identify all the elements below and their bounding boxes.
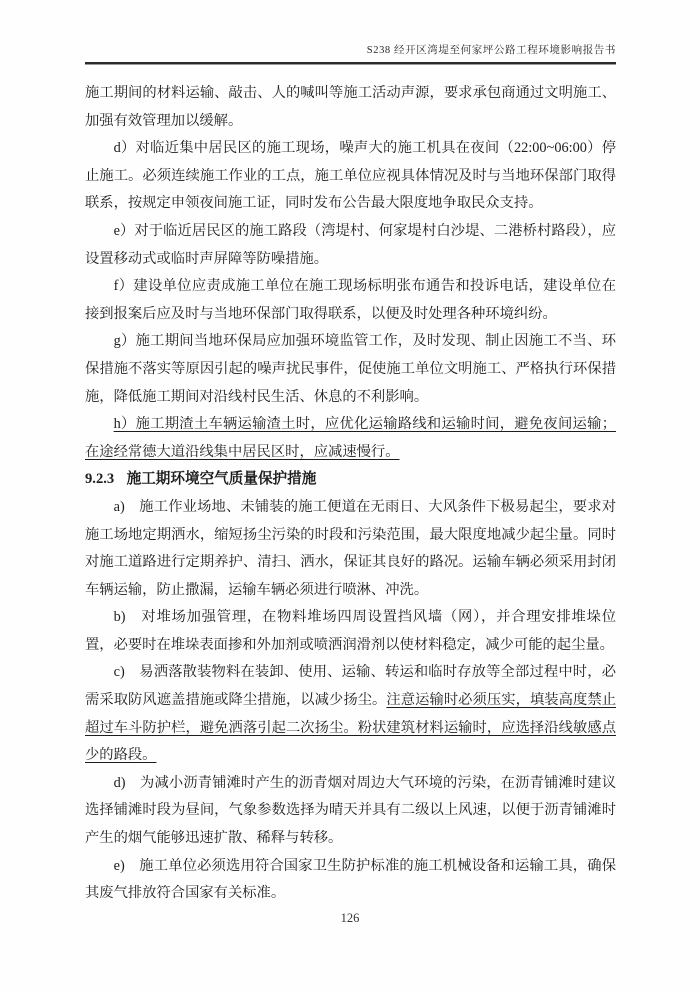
header-rule xyxy=(85,62,616,65)
paragraph-text: a) 施工作业场地、未铺装的施工便道在无雨日、大风条件下极易起尘，要求对施工场地定期洒水，缩短扬尘污染的时段和污染范围，最大限度地减少起尘量。同时对施工道路进行定期养护、清扫、洒水，保证其良好的路况。运输车辆必须采用封闭车辆运输，防止撒漏，运输车辆必须进行喷淋、冲洗。 xyxy=(85,498,616,598)
paragraph-air-item-b xyxy=(85,604,616,659)
page-number: 126 xyxy=(340,911,360,925)
running-header-title: S238 经开区湾堤至何家坪公路工程环境影响报告书 xyxy=(366,45,616,56)
section-number: 9.2.3 xyxy=(85,471,115,488)
paragraph-noise-item-h-underlined xyxy=(85,411,616,466)
paragraph-air-item-a xyxy=(85,494,616,604)
paragraph-text: c) 易洒落散装物料在装卸、使用、运输、转运和临时存放等全部过程中时，必需采取防风遮盖措施或降尘措施，以减少扬尘。 xyxy=(85,664,616,709)
paragraph-noise-item-f xyxy=(85,273,616,328)
page-header xyxy=(85,44,616,65)
paragraph-air-item-d xyxy=(85,770,616,853)
paragraph-air-item-c xyxy=(85,659,616,769)
section-heading-9-2-3 xyxy=(85,466,616,494)
page-footer xyxy=(0,911,700,926)
paragraph-text: d）对临近集中居民区的施工现场，噪声大的施工机具在夜间（22:00~06:00）停止施工。必须连续施工作业的工点，施工单位应视具体情况及时与当地环保部门取得联系，按规定申领夜间施工证，同时发布公告最大限度地争取民众支持。 xyxy=(85,140,616,212)
paragraph-text: d) 为减小沥青铺滩时产生的沥青烟对周边大气环境的污染，在沥青铺滩时建议选择铺滩时段为昼间，气象参数选择为晴天并具有二级以上风速，以便于沥青铺滩时产生的烟气能够迅速扩散、稀释与转移。 xyxy=(85,774,616,847)
paragraph-text: f）建设单位应责成施工单位在施工现场标明张布通告和投诉电话，建设单位在接到报案后应及时与当地环保部门取得联系，以便及时处理各种环境纠纷。 xyxy=(85,278,616,322)
paragraph-text: g）施工期间当地环保局应加强环境监管工作，及时发现、制止因施工不当、环保措施不落实等原因引起的噪声扰民事件，促使施工单位文明施工、严格执行环保措施，降低施工期间对沿线村民生活、休息的不利影响。 xyxy=(85,333,616,405)
paragraph-text-underlined: h）施工期渣土车辆运输渣土时，应优化运输路线和运输时间，避免夜间运输；在途经常德大道沿线集中居民区时，应减速慢行。 xyxy=(85,416,616,460)
paragraph-noise-intro-continuation xyxy=(85,80,616,135)
paragraph-text-underlined: 注意运输时必须压实，填装高度禁止超过车斗防护栏，避免洒落引起二次扬尘。粉状建筑材料运输时，应选择沿线敏感点少的路段。 xyxy=(85,692,617,764)
section-title: 施工期环境空气质量保护措施 xyxy=(126,471,317,488)
paragraph-noise-item-e xyxy=(85,218,616,273)
paragraph-noise-item-d xyxy=(85,135,616,218)
document-body xyxy=(85,80,616,908)
paragraph-air-item-e xyxy=(85,853,616,908)
paragraph-text: 施工期间的材料运输、敲击、人的喊叫等施工活动声源，要求承包商通过文明施工、加强有效管理加以缓解。 xyxy=(85,85,616,129)
paragraph-text: b) 对堆场加强管理，在物料堆场四周设置挡风墙（网），并合理安排堆垛位置，必要时在堆垛表面掺和外加剂或喷洒润滑剂以使材料稳定，减少可能的起尘量。 xyxy=(85,609,616,653)
paragraph-text: e) 施工单位必须选用符合国家卫生防护标准的施工机械设备和运输工具，确保其废气排放符合国家有关标准。 xyxy=(85,857,616,902)
paragraph-text: e）对于临近居民区的施工路段（湾堤村、何家堤村白沙堤、二港桥村路段），应设置移动式或临时声屏障等防噪措施。 xyxy=(85,222,616,267)
paragraph-noise-item-g xyxy=(85,328,616,411)
